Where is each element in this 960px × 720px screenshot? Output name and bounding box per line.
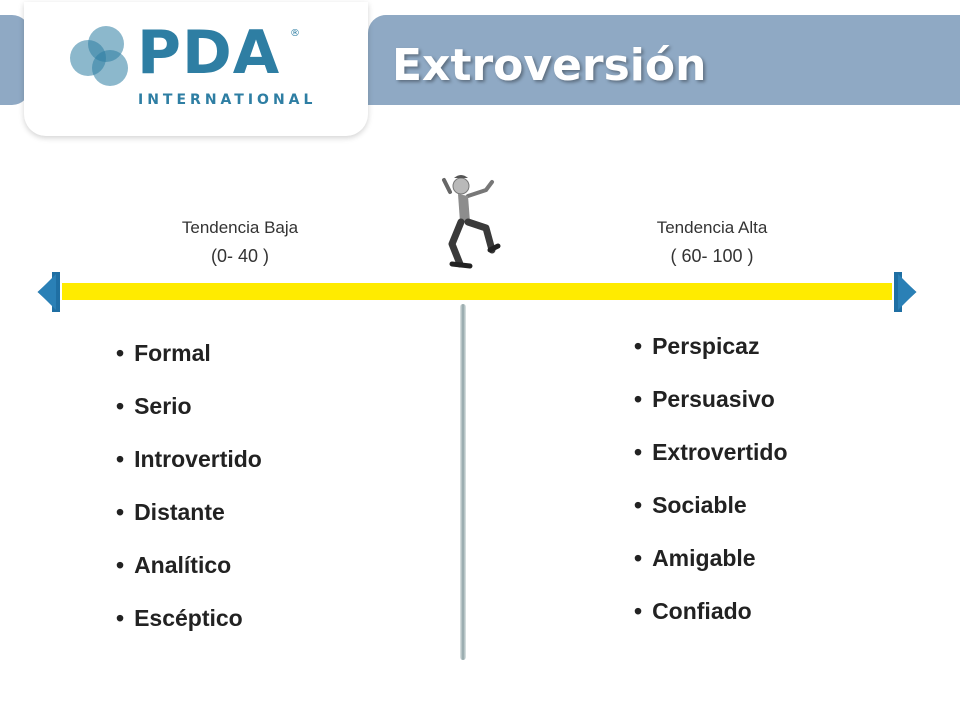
list-item: • Distante	[116, 497, 262, 550]
list-item: • Introvertido	[116, 444, 262, 497]
list-item: • Sociable	[634, 490, 788, 543]
dancing-person-icon	[438, 172, 504, 272]
scale-low-range: (0- 40 )	[210, 246, 270, 266]
slide-title: Extroversión	[392, 40, 707, 91]
high-traits-list	[634, 331, 788, 649]
scale-high-label-group	[620, 214, 804, 270]
list-item: • Serio	[116, 391, 262, 444]
logo-subtitle: INTERNATIONAL	[138, 92, 317, 108]
logo-registered-mark: ®	[290, 28, 300, 39]
scale-high-range: ( 60- 100 )	[670, 246, 754, 266]
arrow-right-icon	[892, 268, 930, 316]
scale-low-label-group	[150, 214, 330, 270]
scale-bar	[62, 283, 892, 300]
list-item: • Amigable	[634, 543, 788, 596]
list-item: • Confiado	[634, 596, 788, 649]
list-item: • Extrovertido	[634, 437, 788, 490]
logo-name: PDA	[137, 18, 281, 88]
list-item: • Persuasivo	[634, 384, 788, 437]
list-item: • Escéptico	[116, 603, 262, 656]
scale-low-label: Tendencia Baja	[181, 218, 299, 237]
center-divider	[460, 304, 466, 660]
list-item: • Formal	[116, 338, 262, 391]
logo-circles-icon	[66, 22, 134, 90]
arrow-left-icon	[24, 268, 62, 316]
list-item: • Perspicaz	[634, 331, 788, 384]
list-item: • Analítico	[116, 550, 262, 603]
low-traits-list	[116, 338, 262, 656]
scale-high-label: Tendencia Alta	[656, 218, 768, 237]
